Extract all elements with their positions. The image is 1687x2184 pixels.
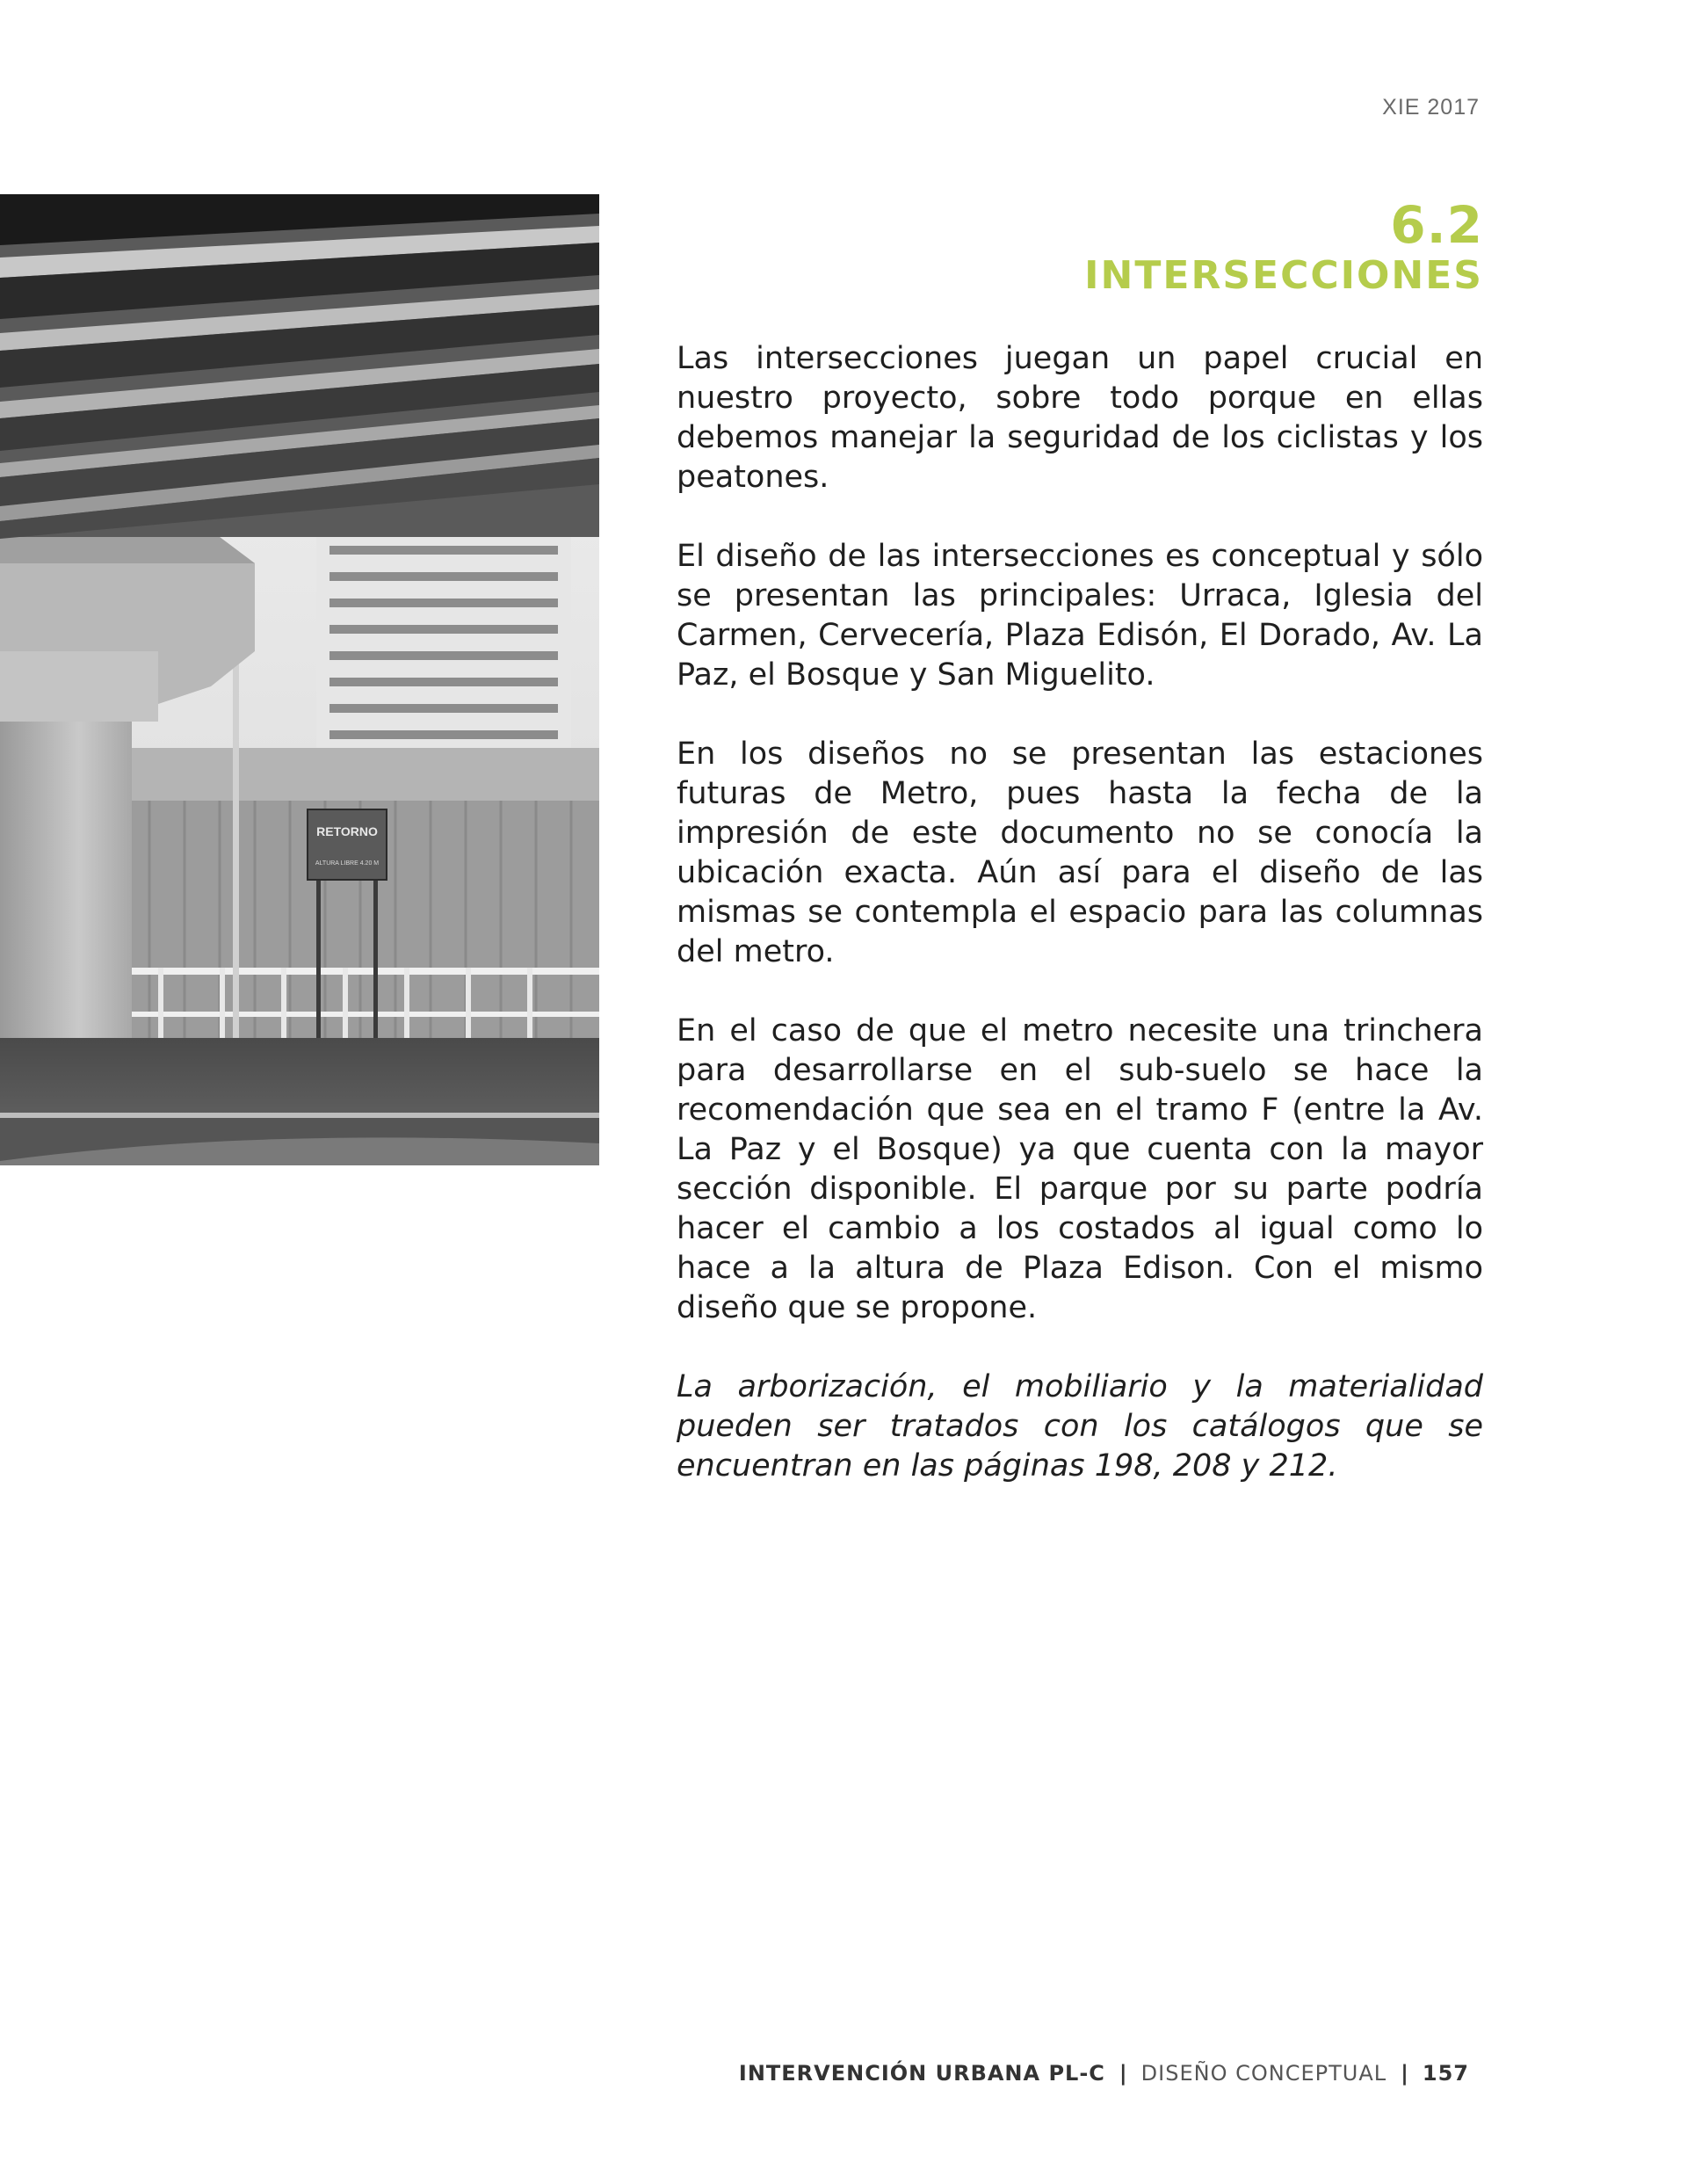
footer-separator-2: | bbox=[1401, 2061, 1408, 2086]
overpass-deck bbox=[0, 194, 599, 539]
section-title: INTERSECCIONES bbox=[1084, 253, 1483, 298]
overpass-photo bbox=[0, 194, 599, 1165]
paragraph-5-italic-note: La arborización, el mobiliario y la materialidad pueden ser tratados con los catálogos que se encuentran en las páginas 198, 208 y 212. bbox=[677, 1369, 1483, 1484]
footer-project: INTERVENCIÓN URBANA PL-C bbox=[738, 2061, 1105, 2086]
metal-wall bbox=[105, 748, 599, 1038]
footer-chapter: DISEÑO CONCEPTUAL bbox=[1140, 2061, 1387, 2086]
overpass-illustration bbox=[0, 194, 599, 1165]
paragraph-4: En el caso de que el metro necesite una trinchera para desarrollarse en el sub-suelo se hace la recomendación que sea en el tramo F (entre la Av. La Paz y el Bosque) ya que cuenta con la mayor sección disponible. El parque por su parte podría hacer el cambio a los costados al igual como lo hace a la altura de Plaza Edison. Con el mismo diseño que se propone. bbox=[677, 1013, 1483, 1325]
body-text bbox=[677, 339, 1483, 1526]
header-tag: XIE 2017 bbox=[1382, 95, 1480, 120]
footer-separator: | bbox=[1119, 2061, 1127, 2086]
page-footer bbox=[739, 2061, 1469, 2086]
section-number: 6.2 bbox=[1390, 195, 1483, 255]
paragraph-3: En los diseños no se presentan las estaciones futuras de Metro, pues hasta la fecha de la impresión de este documento no se conocía la ubicación exacta. Aún así para el diseño de las mismas se contempla el espacio para las columnas del metro. bbox=[677, 736, 1483, 969]
lamp-post bbox=[233, 651, 239, 1056]
paragraph-2: El diseño de las intersecciones es conceptual y sólo se presentan las principales: Urraca, Iglesia del Carmen, Cervecería, Plaza Edisón, El Dorado, Av. La Paz, el Bosque y San Miguelito. bbox=[677, 539, 1483, 693]
paragraph-1: Las intersecciones juegan un papel crucial en nuestro proyecto, sobre todo porque en ellas debemos manejar la seguridad de los ciclistas y los peatones. bbox=[677, 341, 1483, 495]
sign-subtext: ALTURA LIBRE 4.20 M bbox=[315, 860, 380, 867]
sign-text: RETORNO bbox=[316, 824, 378, 838]
page-number: 157 bbox=[1422, 2061, 1469, 2086]
